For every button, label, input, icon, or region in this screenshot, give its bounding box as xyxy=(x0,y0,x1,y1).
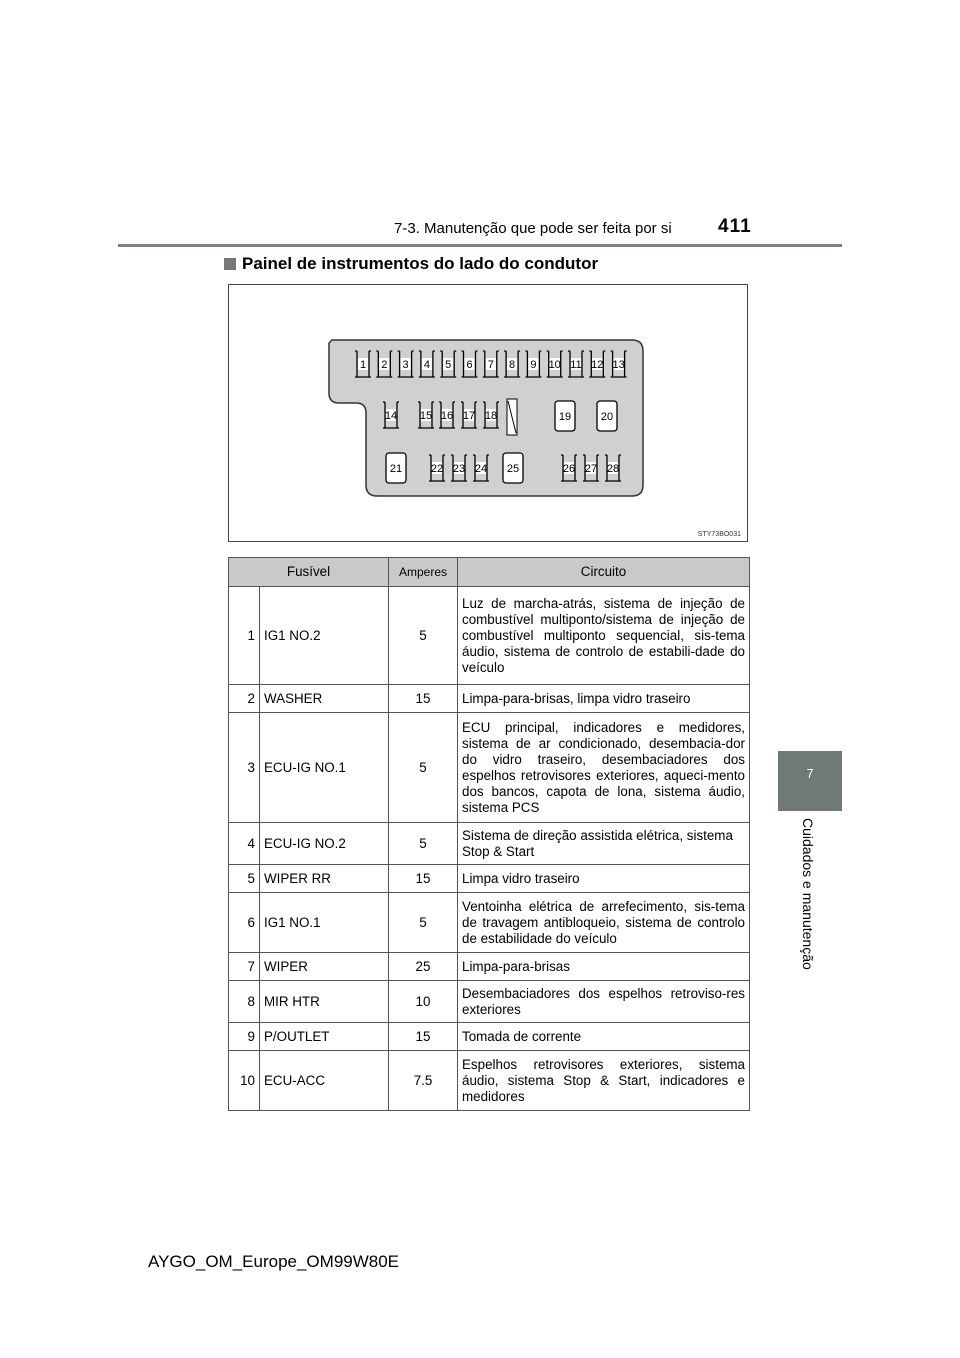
fuse-number: 3 xyxy=(229,713,260,823)
fuse-label: 20 xyxy=(600,411,614,423)
table-row xyxy=(229,981,750,1023)
fuse-label: 22 xyxy=(430,463,444,475)
fuse-circuit: Limpa-para-brisas, limpa vidro traseiro xyxy=(458,685,750,713)
fuse-label: 19 xyxy=(558,411,572,423)
fuse-name: ECU-IG NO.1 xyxy=(260,713,389,823)
table-row xyxy=(229,685,750,713)
header-fuse: Fusível xyxy=(229,558,389,587)
fuse-number: 1 xyxy=(229,587,260,685)
fuse-amperes: 25 xyxy=(389,953,458,981)
fuse-label: 28 xyxy=(606,463,620,475)
heading-square-icon xyxy=(224,258,236,270)
fuse-circuit: Ventoinha elétrica de arrefecimento, sis-tema de travagem antibloqueio, sistema de controlo de estabilidade do veículo xyxy=(458,893,750,953)
fuse-amperes: 10 xyxy=(389,981,458,1023)
page-number: 411 xyxy=(718,216,752,237)
fuse-circuit: Limpa vidro traseiro xyxy=(458,865,750,893)
fuse-label: 1 xyxy=(359,359,367,371)
fuse-amperes: 15 xyxy=(389,1023,458,1051)
fuse-name: WIPER RR xyxy=(260,865,389,893)
fuse-name: WIPER xyxy=(260,953,389,981)
fuse-amperes: 5 xyxy=(389,823,458,865)
fuse-label: 5 xyxy=(445,359,452,371)
section-heading-text: Painel de instrumentos do lado do condutor xyxy=(242,254,599,273)
chapter-number: 7 xyxy=(806,766,814,781)
fuse-label: 26 xyxy=(562,463,576,475)
table-row xyxy=(229,713,750,823)
table-row xyxy=(229,953,750,981)
fuse-label: 3 xyxy=(402,359,409,371)
fuse-label: 6 xyxy=(466,359,473,371)
table-header-row xyxy=(229,558,750,587)
fuse-label: 11 xyxy=(570,359,582,371)
fuse-label: 23 xyxy=(452,463,466,475)
fuse-amperes: 7.5 xyxy=(389,1051,458,1111)
fuse-name: WASHER xyxy=(260,685,389,713)
fuse-circuit: Sistema de direção assistida elétrica, sistema Stop & Start xyxy=(458,823,750,865)
fuse-box-diagram xyxy=(229,285,747,541)
section-heading xyxy=(224,254,598,274)
document-code: AYGO_OM_Europe_OM99W80E xyxy=(148,1252,400,1271)
fuse-label: 27 xyxy=(584,463,598,475)
fuse-number: 10 xyxy=(229,1051,260,1111)
fuse-label: 21 xyxy=(389,463,403,475)
fuse-label: 15 xyxy=(419,410,433,422)
fuse-number: 9 xyxy=(229,1023,260,1051)
fuse-label: 18 xyxy=(484,410,498,422)
fuse-label: 12 xyxy=(591,359,604,371)
fuse-circuit: Luz de marcha-atrás, sistema de injeção de combustível multiponto/sistema de injeção de combustível multiponto sequencial, sis-tema áudio, sistema de controlo de estabili-dade do veículo xyxy=(458,587,750,685)
fuse-number: 4 xyxy=(229,823,260,865)
fuse-name: P/OUTLET xyxy=(260,1023,389,1051)
fuse-number: 5 xyxy=(229,865,260,893)
fuse-amperes: 5 xyxy=(389,713,458,823)
fuse-number: 2 xyxy=(229,685,260,713)
figure-code: STY73BO031 xyxy=(697,531,741,538)
fuse-circuit: Limpa-para-brisas xyxy=(458,953,750,981)
fuse-name: ECU-IG NO.2 xyxy=(260,823,389,865)
fuse-name: IG1 NO.2 xyxy=(260,587,389,685)
fuse-label: 7 xyxy=(487,359,494,371)
fuse-box-figure xyxy=(228,284,748,542)
section-title: 7-3. Manutenção que pode ser feita por si xyxy=(394,220,672,237)
fuse-label: 13 xyxy=(612,359,625,371)
header-circuit: Circuito xyxy=(458,558,750,587)
fuse-label: 10 xyxy=(548,359,561,371)
fuse-label: 16 xyxy=(440,410,454,422)
fuse-label: 17 xyxy=(462,410,476,422)
fuse-number: 8 xyxy=(229,981,260,1023)
header-amperes: Amperes xyxy=(389,558,458,587)
fuse-amperes: 5 xyxy=(389,893,458,953)
fuse-label: 4 xyxy=(423,359,430,371)
empty-slot xyxy=(507,399,517,435)
fuse-label: 8 xyxy=(509,359,516,371)
fuse-circuit: Tomada de corrente xyxy=(458,1023,750,1051)
fuse-label: 25 xyxy=(506,463,520,475)
fuse-name: MIR HTR xyxy=(260,981,389,1023)
table-row xyxy=(229,865,750,893)
fuse-circuit: Espelhos retrovisores exteriores, sistema áudio, sistema Stop & Start, indicadores e medidores xyxy=(458,1051,750,1111)
chapter-label: Cuidados e manutenção xyxy=(800,818,816,970)
table-row xyxy=(229,1051,750,1111)
fuse-label: 9 xyxy=(530,359,537,371)
fuse-amperes: 5 xyxy=(389,587,458,685)
fuse-table xyxy=(228,557,750,1111)
chapter-tab[interactable] xyxy=(778,751,842,811)
fuse-label: 2 xyxy=(381,359,388,371)
table-row xyxy=(229,587,750,685)
table-row xyxy=(229,823,750,865)
fuse-number: 6 xyxy=(229,893,260,953)
fuse-number: 7 xyxy=(229,953,260,981)
fuse-label: 14 xyxy=(384,410,398,422)
fuse-circuit: Desembaciadores dos espelhos retroviso-res exteriores xyxy=(458,981,750,1023)
fuse-name: ECU-ACC xyxy=(260,1051,389,1111)
fuse-name: IG1 NO.1 xyxy=(260,893,389,953)
header-divider xyxy=(118,244,842,247)
table-row xyxy=(229,893,750,953)
fuse-amperes: 15 xyxy=(389,685,458,713)
table-row xyxy=(229,1023,750,1051)
fuse-amperes: 15 xyxy=(389,865,458,893)
fuse-label: 24 xyxy=(474,463,488,475)
fuse-circuit: ECU principal, indicadores e medidores, sistema de ar condicionado, desembacia-dor do vidro traseiro, desembaciadores dos espelhos retrovisores exteriores, aqueci-mento dos bancos, capota de lona, sistema áudio, sistema PCS xyxy=(458,713,750,823)
